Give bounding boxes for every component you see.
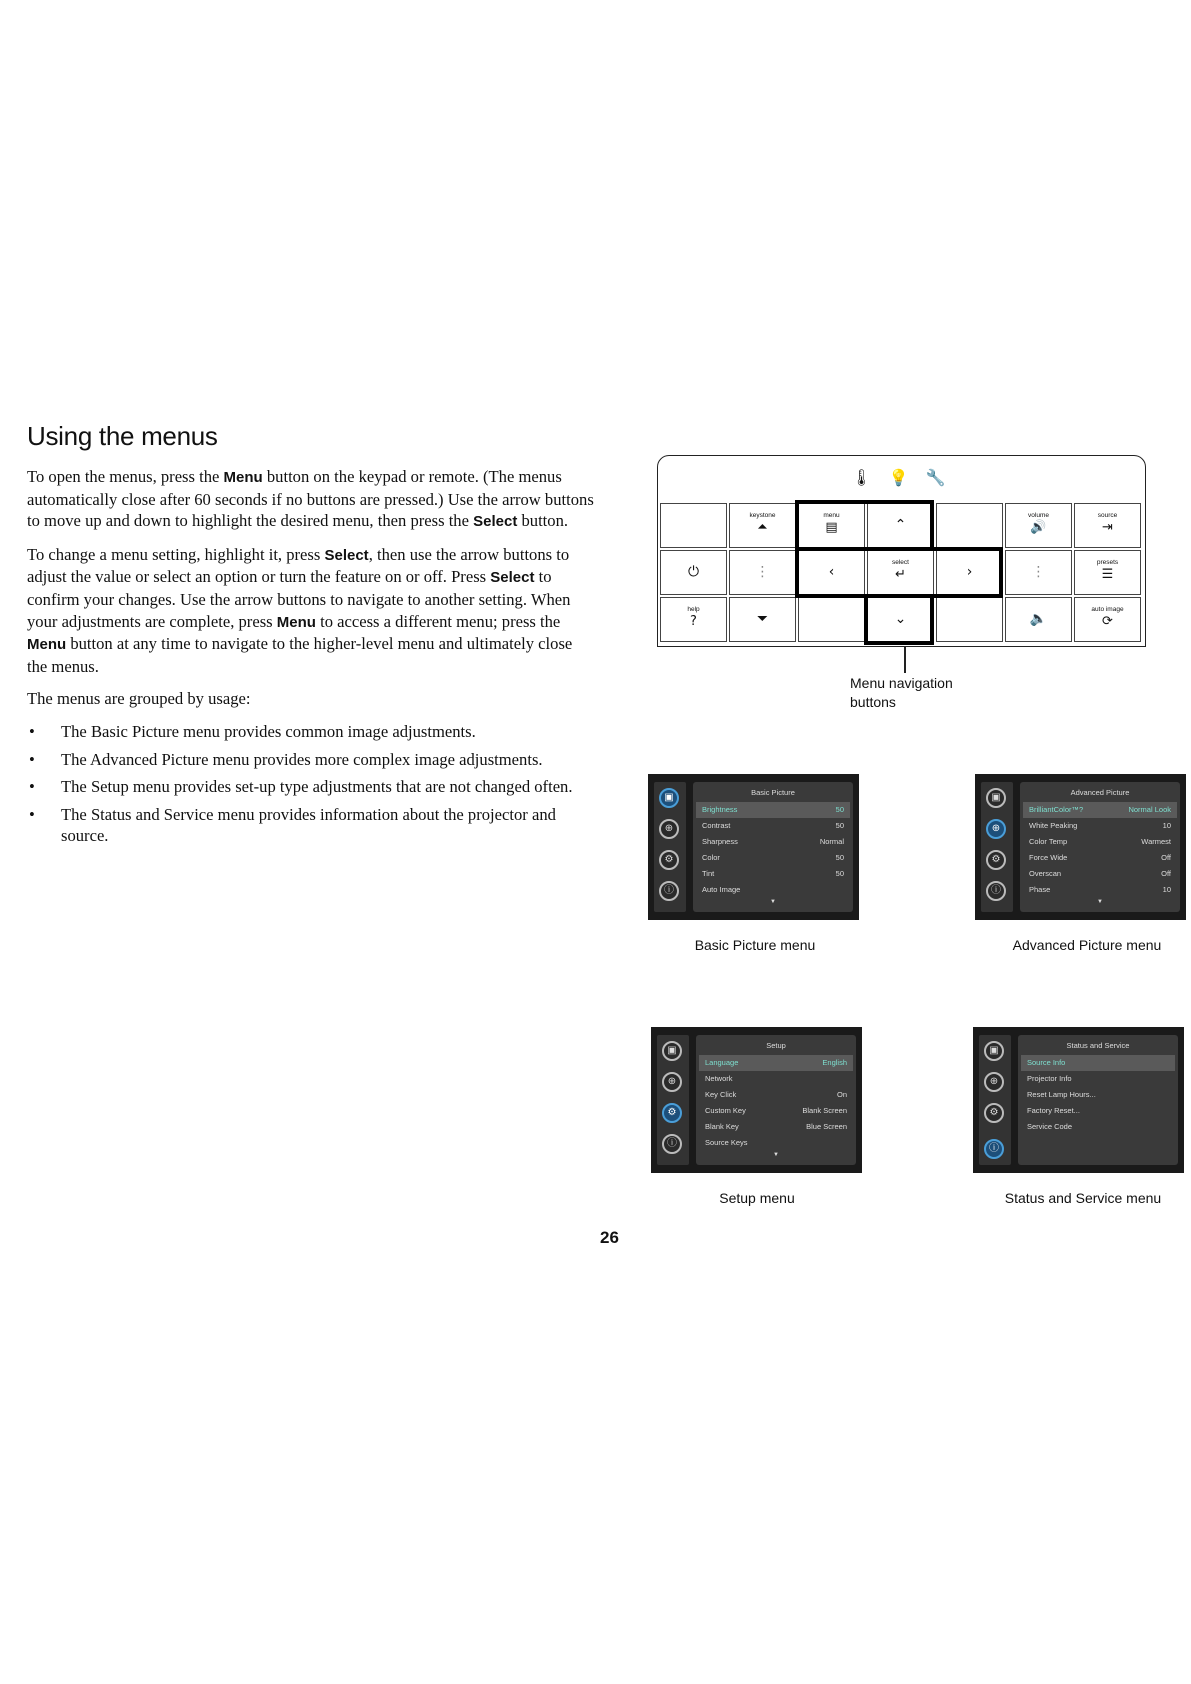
menu-row-factory-reset[interactable] bbox=[1021, 1103, 1175, 1119]
row-label: Force Wide bbox=[1029, 853, 1068, 862]
basic-picture-icon[interactable]: ▣ bbox=[659, 788, 679, 808]
menu-row-source-keys[interactable] bbox=[699, 1135, 853, 1151]
presets-icon: ☰ bbox=[1101, 567, 1114, 582]
source-icon: ⇥ bbox=[1102, 520, 1113, 535]
row-value: Blue Screen bbox=[806, 1122, 847, 1131]
volume-up-icon: 🔊 bbox=[1030, 520, 1047, 535]
right-arrow-button[interactable] bbox=[936, 550, 1003, 595]
list-item bbox=[27, 804, 595, 847]
menu-row-brightness[interactable] bbox=[696, 802, 850, 818]
help-icon: ? bbox=[690, 614, 697, 629]
menu-row-force-wide[interactable] bbox=[1023, 850, 1177, 866]
menu-icon-column bbox=[654, 782, 686, 912]
left-arrow-button[interactable] bbox=[798, 550, 865, 595]
key-label: help bbox=[687, 606, 700, 613]
chevron-right-icon: › bbox=[966, 564, 973, 580]
menu-row-color-temp[interactable] bbox=[1023, 834, 1177, 850]
row-value: 10 bbox=[1162, 821, 1171, 830]
paragraph-open-menus bbox=[27, 466, 595, 533]
status-service-icon[interactable]: ⓘ bbox=[986, 881, 1006, 901]
power-icon: ⏻ bbox=[687, 564, 700, 580]
basic-picture-caption: Basic Picture menu bbox=[694, 937, 816, 953]
keystone-down-button[interactable] bbox=[729, 597, 796, 642]
status-service-caption: Status and Service menu bbox=[1004, 1190, 1162, 1206]
row-value: Warmest bbox=[1141, 837, 1171, 846]
row-value: 50 bbox=[835, 869, 844, 878]
row-label: Key Click bbox=[705, 1090, 737, 1099]
power-button[interactable] bbox=[660, 550, 727, 595]
key-label: presets bbox=[1096, 559, 1119, 566]
menu-row-custom-key[interactable] bbox=[699, 1103, 853, 1119]
menu-panel bbox=[1020, 782, 1180, 912]
volume-up-button[interactable] bbox=[1005, 503, 1072, 548]
row-label: Reset Lamp Hours... bbox=[1027, 1090, 1096, 1099]
row-label: Source Info bbox=[1027, 1058, 1066, 1067]
menu-row-overscan[interactable] bbox=[1023, 866, 1177, 882]
chevron-up-icon: ⌃ bbox=[894, 517, 907, 533]
menu-row-sharpness[interactable] bbox=[696, 834, 850, 850]
bullet: • bbox=[29, 749, 35, 769]
menu-icon-column bbox=[981, 782, 1013, 912]
row-label: White Peaking bbox=[1029, 821, 1078, 830]
row-label: Tint bbox=[702, 869, 715, 878]
row-label: Brightness bbox=[702, 805, 738, 814]
chevron-left-icon: ‹ bbox=[828, 564, 835, 580]
row-value: 50 bbox=[835, 805, 844, 814]
auto-image-icon: ⟳ bbox=[1102, 614, 1113, 629]
text: To open the menus, press the bbox=[27, 467, 224, 486]
menu-row-source-info[interactable] bbox=[1021, 1055, 1175, 1071]
keyword-select: Select bbox=[490, 569, 535, 587]
volume-down-icon: 🔈 bbox=[1029, 611, 1048, 627]
list-item-text: The Setup menu provides set-up type adjustments that are not changed often. bbox=[61, 777, 573, 797]
basic-picture-icon[interactable]: ▣ bbox=[986, 788, 1006, 808]
text: button on the keypad or remote. (The menus automatically close after 60 seconds if no buttons are pressed.) Use the arrow buttons to move up and down to highlight the desired menu, then press the bbox=[27, 467, 594, 531]
presets-button[interactable] bbox=[1074, 550, 1141, 595]
row-label: BrilliantColor™? bbox=[1029, 805, 1084, 814]
select-button[interactable] bbox=[867, 550, 934, 595]
menu-icon-column bbox=[979, 1035, 1011, 1165]
row-label: Contrast bbox=[702, 821, 731, 830]
row-label: Language bbox=[705, 1058, 739, 1067]
row-label: Color Temp bbox=[1029, 837, 1068, 846]
setup-menu bbox=[651, 1027, 862, 1173]
row-value: On bbox=[836, 1090, 847, 1099]
keyword-menu: Menu bbox=[223, 469, 263, 486]
menu-row-color[interactable] bbox=[696, 850, 850, 866]
menu-group-list bbox=[27, 721, 595, 847]
setup-icon[interactable]: ⚙ bbox=[986, 850, 1006, 870]
menu-row-phase[interactable] bbox=[1023, 882, 1177, 898]
text: to confirm your changes. Use the arrow buttons to navigate to another setting. When your adjustments are complete, press bbox=[27, 567, 571, 631]
list-item bbox=[27, 776, 595, 798]
status-service-menu bbox=[973, 1027, 1184, 1173]
text: to access a different menu; press the bbox=[315, 611, 561, 631]
menu-icon-column bbox=[657, 1035, 689, 1165]
list-item-text: The Basic Picture menu provides common image adjustments. bbox=[61, 721, 476, 741]
menu-row-key-click[interactable] bbox=[699, 1087, 853, 1103]
keyword-menu: Menu bbox=[27, 636, 67, 654]
row-value: 10 bbox=[1162, 885, 1171, 894]
advanced-picture-caption: Advanced Picture menu bbox=[1012, 937, 1162, 953]
volume-divider bbox=[1005, 550, 1072, 595]
row-label: Phase bbox=[1029, 885, 1051, 894]
menu-icon: ▤ bbox=[825, 520, 838, 535]
keypad-blank bbox=[936, 597, 1003, 642]
row-label: Color bbox=[702, 853, 720, 862]
key-label: volume bbox=[1028, 512, 1049, 519]
volume-down-button[interactable] bbox=[1005, 597, 1072, 642]
keyword-select: Select bbox=[473, 513, 518, 531]
key-label: source bbox=[1097, 512, 1118, 519]
menu-title: Setup bbox=[766, 1041, 786, 1050]
basic-picture-icon[interactable]: ▣ bbox=[984, 1041, 1004, 1061]
page-title: Using the menus bbox=[27, 421, 218, 451]
key-label: menu bbox=[823, 512, 840, 519]
page-number: 26 bbox=[600, 1228, 619, 1247]
setup-icon[interactable]: ⚙ bbox=[984, 1103, 1004, 1123]
scroll-down-icon[interactable]: ▼ bbox=[770, 899, 776, 905]
chevron-down-icon: ⌄ bbox=[894, 611, 907, 627]
row-label: Overscan bbox=[1029, 869, 1062, 878]
menu-row-projector-info[interactable] bbox=[1021, 1071, 1175, 1087]
row-label: Blank Key bbox=[705, 1122, 739, 1131]
status-service-icon[interactable]: ⓘ bbox=[984, 1139, 1004, 1159]
menu-button[interactable] bbox=[798, 503, 865, 548]
keystone-divider bbox=[729, 550, 796, 595]
menu-title: Advanced Picture bbox=[1070, 788, 1130, 797]
row-label: Projector Info bbox=[1027, 1074, 1072, 1083]
text: , then use the arrow buttons to adjust the value or select an option or turn the feature on or off. Press bbox=[27, 544, 570, 587]
advanced-picture-icon[interactable]: ⊕ bbox=[659, 819, 679, 839]
keyword-menu: Menu bbox=[276, 613, 316, 631]
status-indicator-icons: 🌡 💡 🔧 bbox=[851, 468, 952, 487]
setup-icon[interactable]: ⚙ bbox=[659, 850, 679, 870]
advanced-picture-icon[interactable]: ⊕ bbox=[986, 819, 1006, 839]
keystone-up-button[interactable] bbox=[729, 503, 796, 548]
row-value: Off bbox=[1161, 869, 1171, 878]
menu-row-network[interactable] bbox=[699, 1071, 853, 1087]
setup-icon[interactable]: ⚙ bbox=[662, 1103, 682, 1123]
row-label: Network bbox=[705, 1074, 733, 1083]
keypad-blank bbox=[798, 597, 865, 642]
row-label: Custom Key bbox=[705, 1106, 746, 1115]
status-service-icon[interactable]: ⓘ bbox=[662, 1134, 682, 1154]
row-value: Normal bbox=[819, 837, 844, 846]
advanced-picture-icon[interactable]: ⊕ bbox=[662, 1072, 682, 1092]
row-value: 50 bbox=[835, 821, 844, 830]
source-button[interactable] bbox=[1074, 503, 1141, 548]
scroll-down-icon[interactable]: ▼ bbox=[1097, 899, 1103, 905]
menu-row-contrast[interactable] bbox=[696, 818, 850, 834]
menu-row-service-code[interactable] bbox=[1021, 1119, 1175, 1135]
text: button. bbox=[517, 511, 569, 531]
menu-row-tint[interactable] bbox=[696, 866, 850, 882]
row-label: Factory Reset... bbox=[1027, 1106, 1080, 1115]
basic-picture-menu bbox=[648, 774, 859, 920]
menu-row-reset-lamp-hours[interactable] bbox=[1021, 1087, 1175, 1103]
bullet: • bbox=[29, 721, 35, 741]
callout-line-1: Menu navigation bbox=[850, 675, 953, 691]
row-value: Off bbox=[1161, 853, 1171, 862]
basic-picture-icon[interactable]: ▣ bbox=[662, 1041, 682, 1061]
list-item-text: The Advanced Picture menu provides more complex image adjustments. bbox=[61, 749, 543, 769]
paragraph-change-setting bbox=[27, 544, 595, 678]
key-label: select bbox=[892, 559, 909, 566]
row-label: Source Keys bbox=[705, 1138, 748, 1147]
keystone-down-icon: ⏷ bbox=[756, 611, 769, 627]
text: button at any time to navigate to the higher-level menu and ultimately close the menus. bbox=[27, 634, 573, 676]
keystone-up-icon: ⏶ bbox=[757, 520, 768, 535]
menu-row-language[interactable] bbox=[699, 1055, 853, 1071]
row-value: Blank Screen bbox=[802, 1106, 847, 1115]
list-item bbox=[27, 749, 595, 771]
row-label: Service Code bbox=[1027, 1122, 1073, 1131]
keyword-select: Select bbox=[324, 546, 369, 564]
text: To change a menu setting, highlight it, press bbox=[27, 544, 325, 564]
down-arrow-button[interactable] bbox=[867, 597, 934, 642]
keypad-blank bbox=[660, 503, 727, 548]
status-service-icon[interactable]: ⓘ bbox=[659, 881, 679, 901]
keypad-blank bbox=[936, 503, 1003, 548]
up-arrow-button[interactable] bbox=[867, 503, 934, 548]
callout-line-2: buttons bbox=[850, 694, 896, 710]
row-value: English bbox=[822, 1058, 847, 1067]
setup-caption: Setup menu bbox=[719, 1190, 795, 1206]
row-label: Sharpness bbox=[702, 837, 738, 846]
key-label: auto image bbox=[1091, 606, 1124, 613]
enter-icon: ↵ bbox=[895, 567, 906, 582]
dotted-divider-icon: ⋮ bbox=[755, 564, 770, 580]
bullet: • bbox=[29, 804, 35, 824]
menu-panel bbox=[696, 1035, 856, 1165]
menu-row-white-peaking[interactable] bbox=[1023, 818, 1177, 834]
key-label: keystone bbox=[749, 512, 776, 519]
menu-row-brilliantcolor[interactable] bbox=[1023, 802, 1177, 818]
advanced-picture-menu bbox=[975, 774, 1186, 920]
list-item-text: The Status and Service menu provides information about the projector and source. bbox=[61, 804, 556, 846]
row-value: 50 bbox=[835, 853, 844, 862]
callout-label bbox=[850, 674, 953, 712]
callout-line bbox=[904, 647, 906, 673]
row-value: Normal Look bbox=[1128, 805, 1171, 814]
advanced-picture-icon[interactable]: ⊕ bbox=[984, 1072, 1004, 1092]
keypad-diagram bbox=[657, 455, 1146, 647]
dotted-divider-icon: ⋮ bbox=[1031, 564, 1046, 580]
help-button[interactable] bbox=[660, 597, 727, 642]
list-item bbox=[27, 721, 595, 743]
auto-image-button[interactable] bbox=[1074, 597, 1141, 642]
menu-title: Status and Service bbox=[1066, 1041, 1130, 1050]
paragraph-grouping: The menus are grouped by usage: bbox=[27, 689, 251, 709]
row-label: Auto Image bbox=[702, 885, 741, 894]
menu-row-auto-image[interactable] bbox=[696, 882, 850, 898]
body-text bbox=[27, 466, 595, 853]
menu-row-blank-key[interactable] bbox=[699, 1119, 853, 1135]
menu-title: Basic Picture bbox=[751, 788, 795, 797]
scroll-down-icon[interactable]: ▼ bbox=[773, 1152, 779, 1158]
bullet: • bbox=[29, 777, 35, 797]
menu-panel bbox=[1018, 1035, 1178, 1165]
menu-panel bbox=[693, 782, 853, 912]
